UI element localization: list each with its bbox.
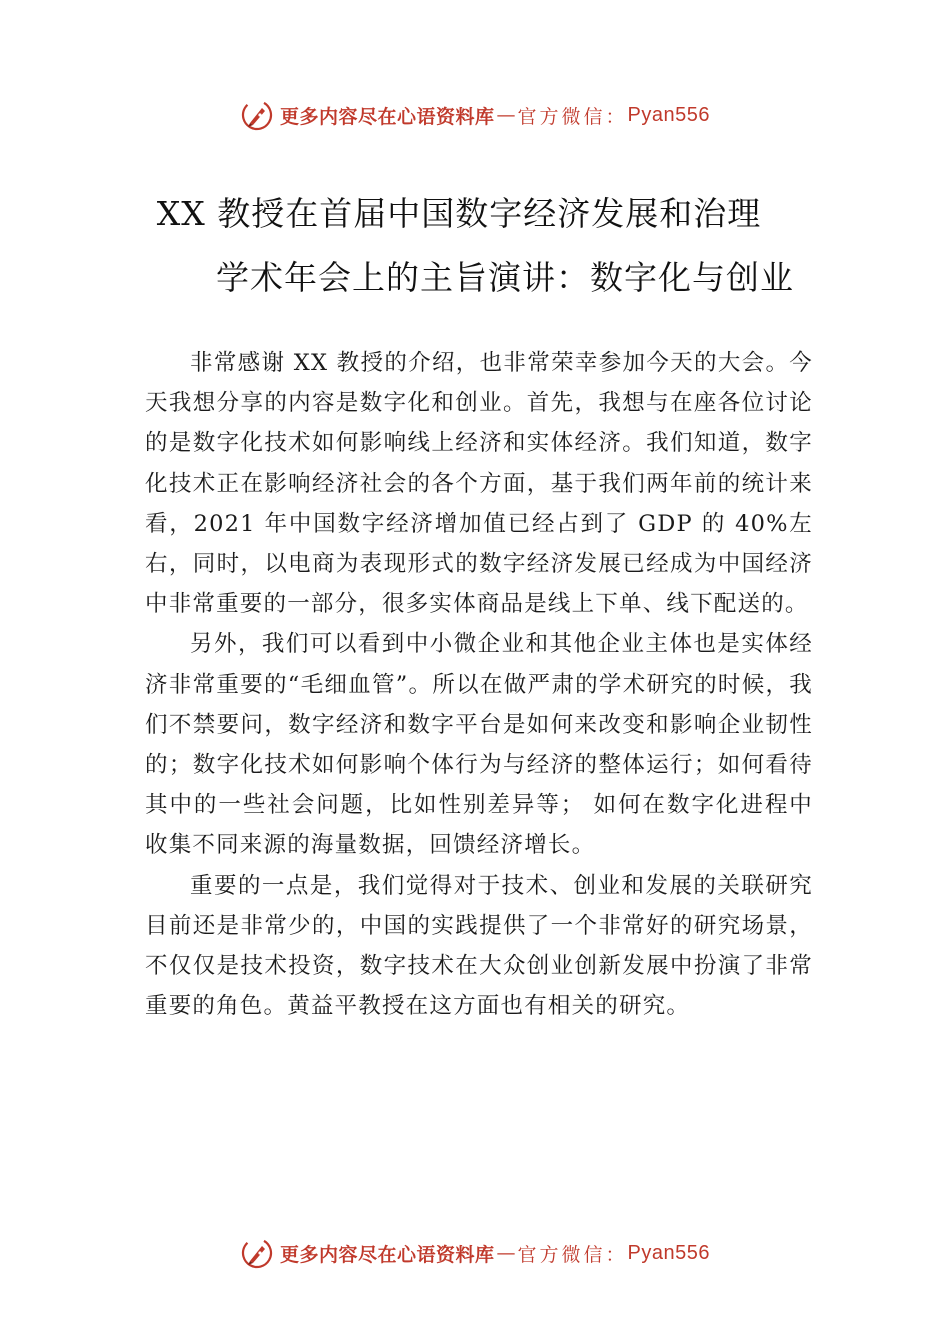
banner-wechat-label: 官方微信： — [517, 1243, 628, 1266]
banner-brand-text: 更多内容尽在心语资料库 — [280, 105, 495, 128]
pen-nib-logo-icon — [240, 1236, 274, 1270]
document-title-line-1: XX 教授在首届中国数字经济发展和治理 — [156, 194, 762, 233]
header-banner — [0, 95, 950, 135]
banner-brand-text: 更多内容尽在心语资料库 — [280, 1243, 495, 1266]
footer-banner — [0, 1233, 950, 1273]
banner-separator: — — [496, 104, 516, 126]
banner-wechat-label: 官方微信： — [517, 105, 628, 128]
document-body — [145, 343, 813, 1026]
banner-wechat-handle: Pyan556 — [627, 103, 710, 126]
banner-wechat-handle: Pyan556 — [627, 1241, 710, 1264]
paragraph-1: 非常感谢 XX 教授的介绍，也非常荣幸参加今天的大会。今天我想分享的内容是数字化和创业。首先，我想与在座各位讨论的是数字化技术如何影响线上经济和实体经济。我们知道，数字化技术正在影响经济社会的各个方面，基于我们两年前的统计来看，2021 年中国数字经济增加值已经占到了 GDP 的 40%左右，同时，以电商为表现形式的数字经济发展已经成为中国经济中非常重要的一部分，很多实体商品是线上下单、线下配送的。 — [145, 350, 813, 618]
paragraph-2: 另外，我们可以看到中小微企业和其他企业主体也是实体经济非常重要的“毛细血管”。所以在做严肃的学术研究的时候，我们不禁要问，数字经济和数字平台是如何来改变和影响企业韧性的；数字化技术如何影响个体行为与经济的整体运行；如何看待其中的一些社会问题，比如性别差异等； 如何在数字化进程中收集不同来源的海量数据，回馈经济增长。 — [145, 631, 813, 859]
banner-separator: — — [496, 1242, 516, 1264]
pen-nib-logo-icon — [240, 98, 274, 132]
paragraph-3: 重要的一点是，我们觉得对于技术、创业和发展的关联研究目前还是非常少的，中国的实践提供了一个非常好的研究场景，不仅仅是技术投资，数字技术在大众创业创新发展中扮演了非常重要的角色。黄益平教授在这方面也有相关的研究。 — [145, 872, 813, 1020]
document-title-line-2: 学术年会上的主旨演讲：数字化与创业 — [216, 258, 794, 297]
